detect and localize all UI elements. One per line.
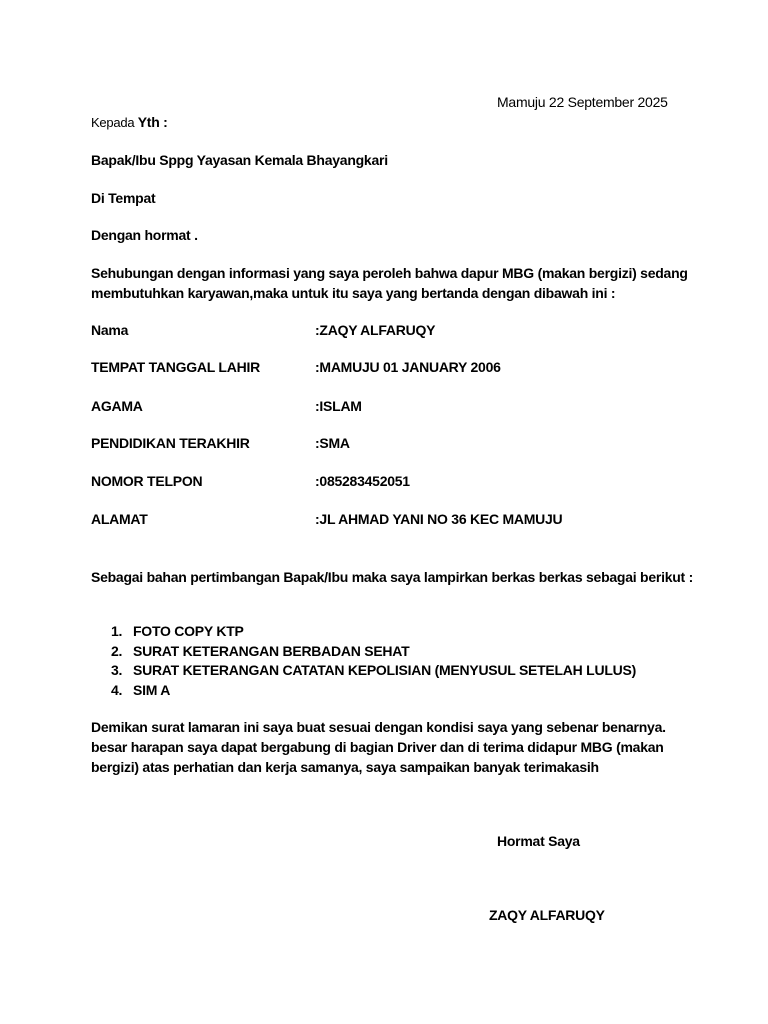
field-label-birth: TEMPAT TANGGAL LAHIR (91, 359, 260, 375)
field-label-name: Nama (91, 322, 129, 338)
field-value-phone: :085283452051 (315, 473, 410, 489)
list-item (91, 622, 636, 642)
greeting: Dengan hormat . (91, 227, 198, 243)
list-number: 4. (111, 681, 123, 698)
list-text: SURAT KETERANGAN BERBADAN SEHAT (133, 642, 410, 659)
closing-line: besar harapan saya dapat bergabung di bagian Driver dan di terima didapur MBG (makan (91, 739, 664, 755)
field-label-religion: AGAMA (91, 398, 143, 414)
closing-line: Demikan surat lamaran ini saya buat sesuai dengan kondisi saya yang sebenar benarnya. (91, 719, 666, 735)
attachment-intro: Sebagai bahan pertimbangan Bapak/Ibu maka saya lampirkan berkas berkas sebagai berikut : (91, 569, 694, 585)
list-number: 1. (111, 623, 123, 639)
salutation (91, 112, 168, 133)
list-number: 3. (111, 662, 123, 678)
field-value-name: :ZAQY ALFARUQY (315, 322, 436, 338)
field-value-education: :SMA (315, 435, 350, 451)
intro-line: membutuhkan karyawan,maka untuk itu saya yang bertanda dengan dibawah ini : (91, 285, 616, 301)
intro-line: Sehubungan dengan informasi yang saya peroleh bahwa dapur MBG (makan bergizi) sedang (91, 265, 688, 281)
salutation-prefix: Kepada (91, 115, 135, 130)
list-number: 2. (111, 642, 123, 659)
field-label-address: ALAMAT (91, 511, 148, 527)
list-item (91, 661, 636, 681)
field-label-education: PENDIDIKAN TERAKHIR (91, 435, 250, 451)
field-label-phone: NOMOR TELPON (91, 473, 203, 489)
list-text: SURAT KETERANGAN CATATAN KEPOLISIAN (MENYUSUL SETELAH LULUS) (133, 662, 636, 678)
field-value-birth: :MAMUJU 01 JANUARY 2006 (315, 359, 501, 375)
list-text: FOTO COPY KTP (133, 623, 244, 639)
place: Di Tempat (91, 190, 156, 206)
list-item (91, 642, 636, 662)
closing-line: bergizi) atas perhatian dan kerja samanya, saya sampaikan banyak terimakasih (91, 759, 599, 775)
letter-date: Mamuju 22 September 2025 (497, 94, 668, 110)
salutation-yth: Yth : (137, 114, 168, 130)
sign-off: Hormat Saya (497, 833, 580, 849)
list-text: SIM A (133, 681, 171, 698)
intro-paragraph (91, 263, 691, 303)
field-value-religion: :ISLAM (315, 398, 362, 414)
list-item (91, 681, 636, 701)
signature-name: ZAQY ALFARUQY (489, 907, 605, 923)
closing-paragraph (91, 717, 691, 777)
recipient: Bapak/Ibu Sppg Yayasan Kemala Bhayangkari (91, 152, 388, 168)
attachment-list (91, 622, 636, 700)
field-value-address: :JL AHMAD YANI NO 36 KEC MAMUJU (315, 511, 563, 527)
